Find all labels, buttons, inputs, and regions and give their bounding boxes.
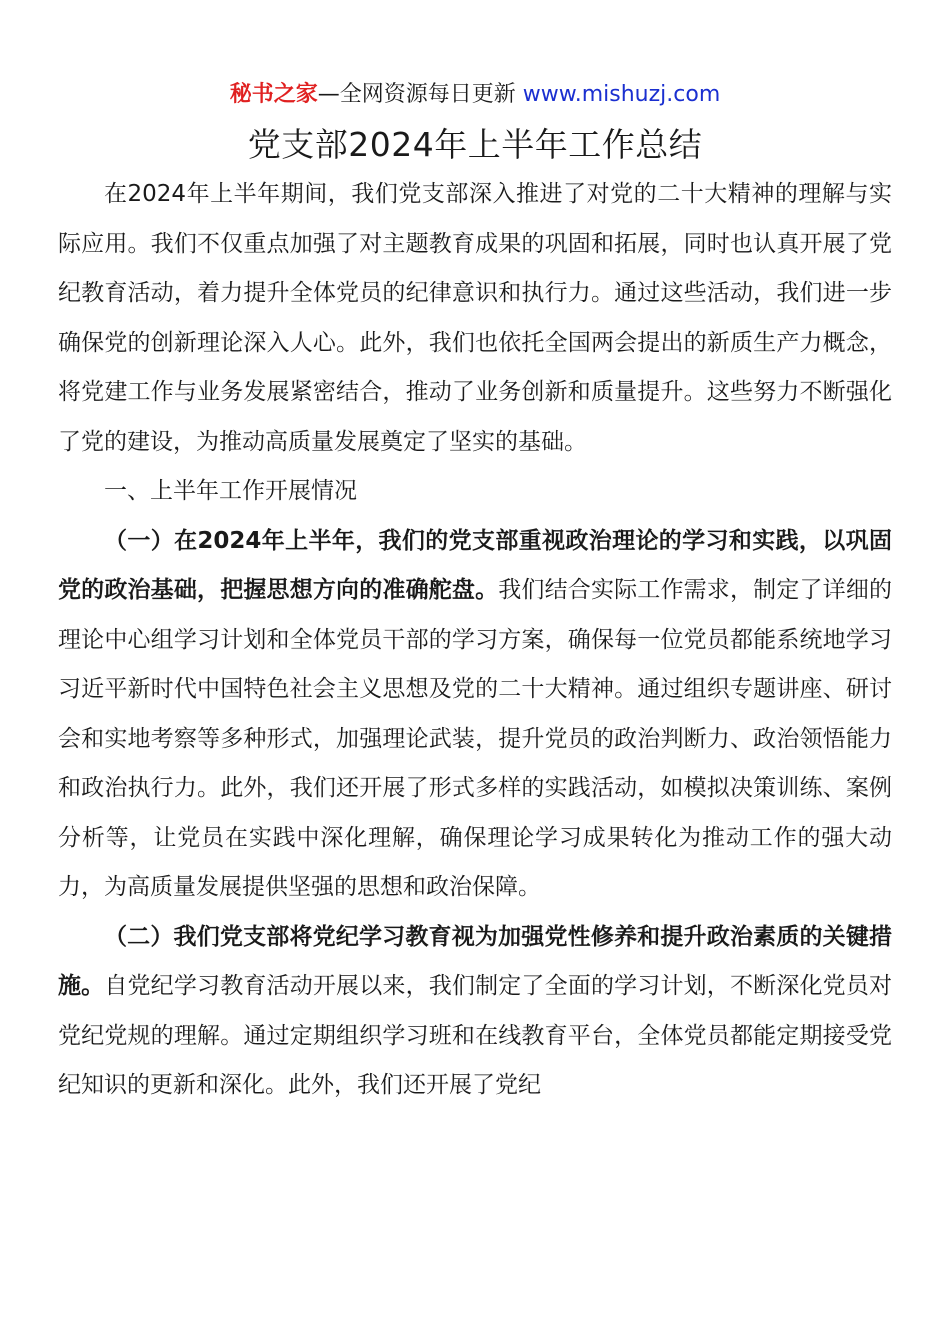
section-heading: 一、上半年工作开展情况 (104, 478, 357, 504)
intro-paragraph: 在2024年上半年期间，我们党支部深入推进了对党的二十大精神的理解与实际应用。我们不仅重点加强了对主题教育成果的巩固和拓展，同时也认真开展了党纪教育活动，着力提升全体党员的纪律意识和执行力。通过这些活动，我们进一步确保党的创新理论深入人心。此外，我们也依托全国两会提出的新质生产力概念，将党建工作与业务发展紧密结合，推动了业务创新和质量提升。这些努力不断强化了党的建设，为推动高质量发展奠定了坚实的基础。 (58, 181, 892, 455)
site-header (0, 78, 950, 112)
item-two-lead: （二）我们党支部将党纪学习教育视为加强党性修养和提升政治素质的关键措施。 (58, 923, 892, 999)
item-one-paragraph (58, 517, 892, 913)
header-tagline: —全网资源每日更新 (317, 82, 523, 107)
item-two-paragraph (58, 913, 892, 1111)
item-one-body: 我们结合实际工作需求，制定了详细的理论中心组学习计划和全体党员干部的学习方案，确保每一位党员都能系统地学习习近平新时代中国特色社会主义思想及党的二十大精神。通过组织专题讲座、研讨会和实地考察等多种形式，加强理论武装，提升党员的政治判断力、政治领悟能力和政治执行力。此外，我们还开展了形式多样的实践活动，如模拟决策训练、案例分析等，让党员在实践中深化理解，确保理论学习成果转化为推动工作的强大动力，为高质量发展提供坚强的思想和政治保障。 (58, 577, 893, 900)
site-link[interactable]: www.mishuzj.com (522, 82, 721, 107)
brand-name: 秘书之家 (229, 82, 318, 107)
item-one-lead: （一）在2024年上半年，我们的党支部重视政治理论的学习和实践，以巩固党的政治基础，把握思想方向的准确舵盘。 (58, 527, 892, 603)
document-body (58, 170, 892, 1111)
document-title: 党支部2024年上半年工作总结 (247, 125, 703, 164)
item-two-body: 自党纪学习教育活动开展以来，我们制定了全面的学习计划，不断深化党员对党纪党规的理解。通过定期组织学习班和在线教育平台，全体党员都能定期接受党纪知识的更新和深化。此外，我们还开展了党纪 (58, 973, 893, 1098)
